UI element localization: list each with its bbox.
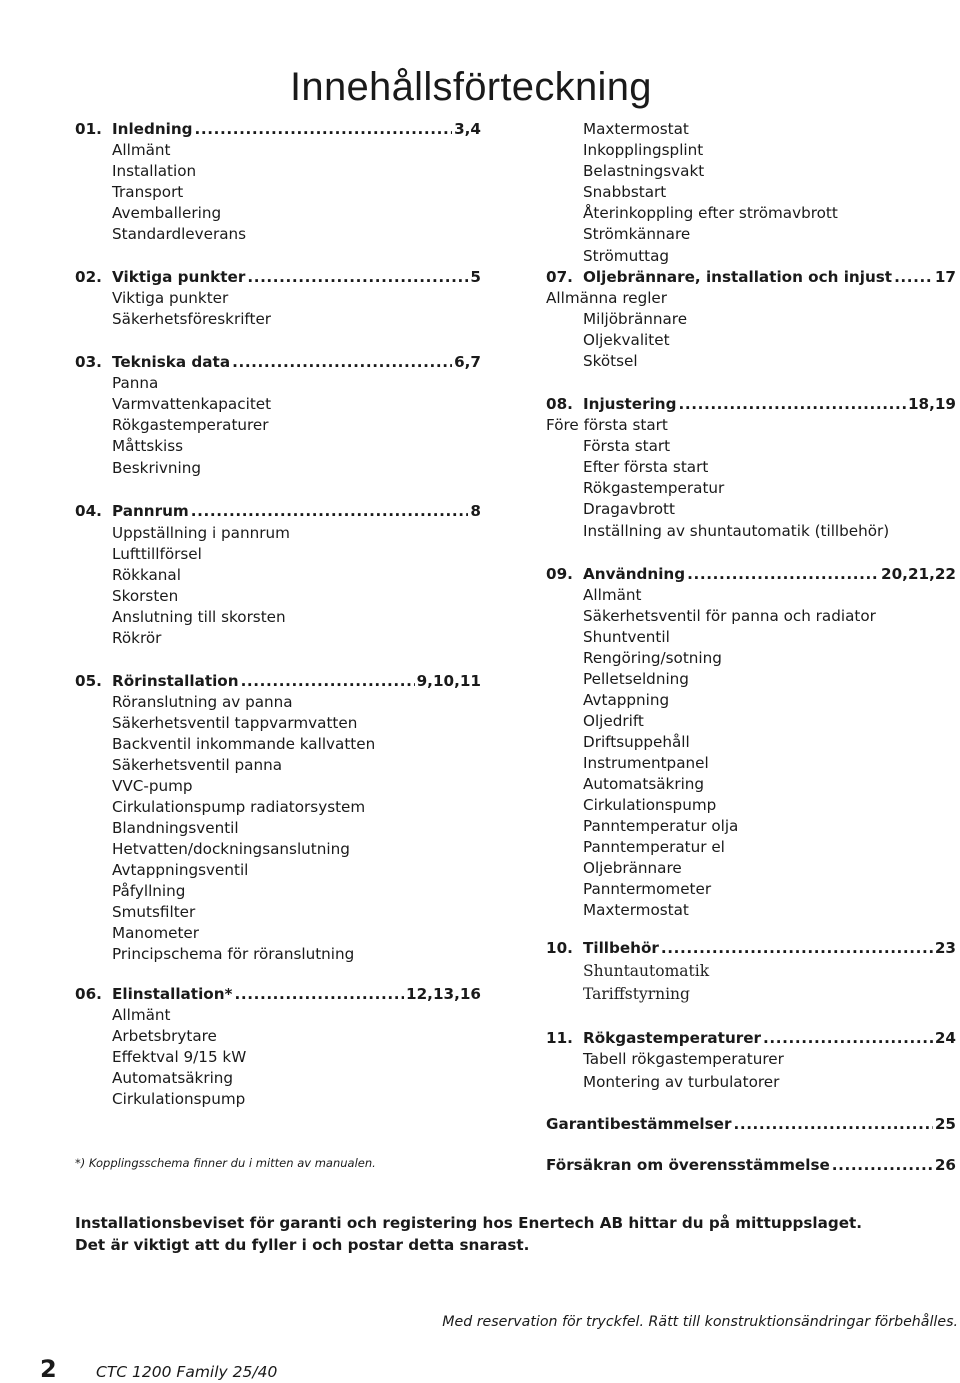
toc-subitem: Backventil inkommande kallvatten <box>112 735 376 753</box>
toc-subitem: Efter första start <box>583 458 709 476</box>
toc-entry-forsakran[interactable] <box>546 1155 956 1176</box>
dot-leader <box>832 1155 933 1176</box>
toc-entry-05[interactable] <box>75 671 481 692</box>
toc-subitem: Påfyllning <box>112 882 186 900</box>
toc-entry-10[interactable] <box>546 938 956 959</box>
toc-subitem: Avtappningsventil <box>112 861 249 879</box>
dot-leader <box>234 984 404 1005</box>
page-ref: 20,21,22 <box>881 565 956 583</box>
toc-subitem: Första start <box>583 437 671 455</box>
toc-subitem: Allmänt <box>112 1006 171 1024</box>
section-number: 01. <box>75 120 102 138</box>
toc-subitem: Tabell rökgastemperaturer <box>583 1050 784 1068</box>
section-number: 08. <box>546 395 573 413</box>
section-title: Viktiga punkter <box>112 268 246 286</box>
section-title: Tillbehör <box>583 939 659 957</box>
dot-leader <box>763 1028 933 1049</box>
toc-entry-garanti[interactable] <box>546 1114 956 1135</box>
dot-leader <box>241 671 415 692</box>
toc-subitem: Oljedrift <box>583 712 644 730</box>
section-title: Oljebrännare, installation och injust <box>583 268 893 286</box>
toc-subitem: Rengöring/sotning <box>583 649 722 667</box>
toc-subitem: Instrumentpanel <box>583 754 709 772</box>
toc-subitem: Pelletseldning <box>583 670 689 688</box>
toc-subitem: Anslutning till skorsten <box>112 608 286 626</box>
section-title: Injustering <box>583 395 677 413</box>
section-number: 07. <box>546 268 573 286</box>
section-title: Pannrum <box>112 502 189 520</box>
toc-subitem: Viktiga punkter <box>112 289 229 307</box>
toc-subitem: Återinkoppling efter strömavbrott <box>583 204 838 222</box>
toc-subitem: Säkerhetsventil panna <box>112 756 283 774</box>
toc-subitem: Allmänt <box>583 586 642 604</box>
dot-leader <box>232 352 452 373</box>
toc-subitem: Driftsuppehåll <box>583 733 690 751</box>
toc-subitem: Avemballering <box>112 204 222 222</box>
toc-subitem: Allmänt <box>112 141 171 159</box>
toc-subitem: Manometer <box>112 924 200 942</box>
toc-subitem: Beskrivning <box>112 459 202 477</box>
reservation-note: Med reservation för tryckfel. Rätt till konstruktionsändringar förbehålles. <box>442 1314 958 1330</box>
section-title: Rökgastemperaturer <box>583 1029 762 1047</box>
toc-subitem: Tariffstyrning <box>583 985 690 1003</box>
dot-leader <box>678 394 905 415</box>
section-number: 11. <box>546 1029 573 1047</box>
toc-subitem: Shuntautomatik <box>583 962 710 980</box>
section-number: 04. <box>75 502 102 520</box>
toc-subitem: Rökkanal <box>112 566 181 584</box>
toc-subitem: Arbetsbrytare <box>112 1027 217 1045</box>
section-title: Användning <box>583 565 686 583</box>
page-ref: 8 <box>470 502 481 520</box>
section-number: 06. <box>75 985 102 1003</box>
toc-subitem: Belastningsvakt <box>583 162 705 180</box>
toc-subitem: Installation <box>112 162 197 180</box>
toc-subitem: Måttskiss <box>112 437 184 455</box>
toc-subitem: Strömkännare <box>583 225 691 243</box>
toc-entry-09[interactable] <box>546 564 956 585</box>
toc-subitem: Rökgastemperatur <box>583 479 725 497</box>
dot-leader <box>195 119 453 140</box>
toc-subitem: Maxtermostat <box>583 120 689 138</box>
section-number: 09. <box>546 565 573 583</box>
section-number: 03. <box>75 353 102 371</box>
toc-subitem: Panntermometer <box>583 880 712 898</box>
section-number: 05. <box>75 672 102 690</box>
toc-subitem: Röranslutning av panna <box>112 693 293 711</box>
model-name: CTC 1200 Family 25/40 <box>96 1363 278 1381</box>
notice-line: Det är viktigt att du fyller i och postar detta snarast. <box>75 1236 530 1254</box>
toc-subitem: Skötsel <box>583 352 638 370</box>
toc-subitem: Allmänna regler <box>546 289 668 307</box>
toc-subitem: Strömuttag <box>583 247 670 265</box>
notice-box <box>75 1212 862 1256</box>
toc-subitem: Rökrör <box>112 629 162 647</box>
toc-subitem: Cirkulationspump <box>583 796 717 814</box>
toc-subitem: Varmvattenkapacitet <box>112 395 272 413</box>
section-title: Garantibestämmelser <box>546 1115 732 1133</box>
page-ref: 23 <box>934 939 956 957</box>
toc-subitem: Före första start <box>546 416 668 434</box>
toc-subitem: Maxtermostat <box>583 901 689 919</box>
page-ref: 6,7 <box>454 353 481 371</box>
toc-subitem: Cirkulationspump radiatorsystem <box>112 798 366 816</box>
toc-subitem: Säkerhetsventil för panna och radiator <box>583 607 876 625</box>
dot-leader <box>687 564 879 585</box>
toc-subitem: Rökgastemperaturer <box>112 416 269 434</box>
toc-subitem: Inställning av shuntautomatik (tillbehör) <box>583 522 890 540</box>
toc-subitem: Standardleverans <box>112 225 247 243</box>
toc-subitem: Miljöbrännare <box>583 310 688 328</box>
toc-subitem: Automatsäkring <box>112 1069 234 1087</box>
toc-subitem: VVC-pump <box>112 777 193 795</box>
toc-entry-08[interactable] <box>546 394 956 415</box>
page-number: 2 <box>40 1355 57 1383</box>
section-title: Tekniska data <box>112 353 231 371</box>
page-ref: 26 <box>934 1156 956 1174</box>
toc-subitem: Säkerhetsventil tappvarmvatten <box>112 714 358 732</box>
toc-subitem: Principschema för röranslutning <box>112 945 355 963</box>
toc-subitem: Inkopplingsplint <box>583 141 704 159</box>
toc-subitem: Blandningsventil <box>112 819 239 837</box>
toc-subitem: Säkerhetsföreskrifter <box>112 310 272 328</box>
toc-subitem: Shuntventil <box>583 628 670 646</box>
toc-subitem: Avtappning <box>583 691 670 709</box>
toc-entry-03[interactable] <box>75 352 481 373</box>
toc-subitem: Panntemperatur olja <box>583 817 739 835</box>
toc-subitem: Cirkulationspump <box>112 1090 246 1108</box>
dot-leader <box>661 938 933 959</box>
toc-subitem: Effektval 9/15 kW <box>112 1048 247 1066</box>
page-ref: 17 <box>934 268 956 286</box>
toc-entry-01[interactable] <box>75 119 481 140</box>
page-ref: 9,10,11 <box>416 672 481 690</box>
dot-leader <box>733 1114 932 1135</box>
toc-subitem: Dragavbrott <box>583 500 675 518</box>
toc-subitem: Lufttillförsel <box>112 545 202 563</box>
notice-line: Installationsbeviset för garanti och registering hos Enertech AB hittar du på mittuppslaget. <box>75 1214 863 1232</box>
toc-subitem: Panna <box>112 374 159 392</box>
toc-subitem: Oljebrännare <box>583 859 682 877</box>
section-title: Rörinstallation <box>112 672 239 690</box>
page-title: Innehållsförteckning <box>290 64 652 109</box>
section-title: Försäkran om överensstämmelse <box>546 1156 830 1174</box>
toc-subitem: Hetvatten/dockningsanslutning <box>112 840 350 858</box>
toc-entry-02[interactable] <box>75 267 481 288</box>
toc-subitem: Panntemperatur el <box>583 838 725 856</box>
section-title: Inledning <box>112 120 193 138</box>
toc-entry-07[interactable] <box>546 267 956 288</box>
toc-subitem: Smutsfilter <box>112 903 196 921</box>
toc-subitem: Skorsten <box>112 587 179 605</box>
toc-subitem: Snabbstart <box>583 183 667 201</box>
dot-leader <box>191 501 469 522</box>
section-title: Elinstallation* <box>112 985 233 1003</box>
toc-entry-04[interactable] <box>75 501 481 522</box>
page-ref: 12,13,16 <box>406 985 481 1003</box>
section-number: 02. <box>75 268 102 286</box>
toc-subitem: Automatsäkring <box>583 775 705 793</box>
toc-subitem: Uppställning i pannrum <box>112 524 290 542</box>
page-ref: 25 <box>934 1115 956 1133</box>
page-ref: 5 <box>470 268 481 286</box>
toc-subitem: Oljekvalitet <box>583 331 670 349</box>
page-ref: 18,19 <box>907 395 956 413</box>
toc-entry-11[interactable] <box>546 1028 956 1049</box>
toc-subitem: Transport <box>112 183 184 201</box>
section-number: 10. <box>546 939 573 957</box>
toc-subitem: Montering av turbulatorer <box>583 1073 780 1091</box>
dot-leader <box>247 267 468 288</box>
page-ref: 3,4 <box>454 120 481 138</box>
page-ref: 24 <box>934 1029 956 1047</box>
dot-leader <box>894 267 933 288</box>
toc-entry-06[interactable] <box>75 984 481 1005</box>
footnote: *) Kopplingsschema finner du i mitten av manualen. <box>75 1156 376 1170</box>
